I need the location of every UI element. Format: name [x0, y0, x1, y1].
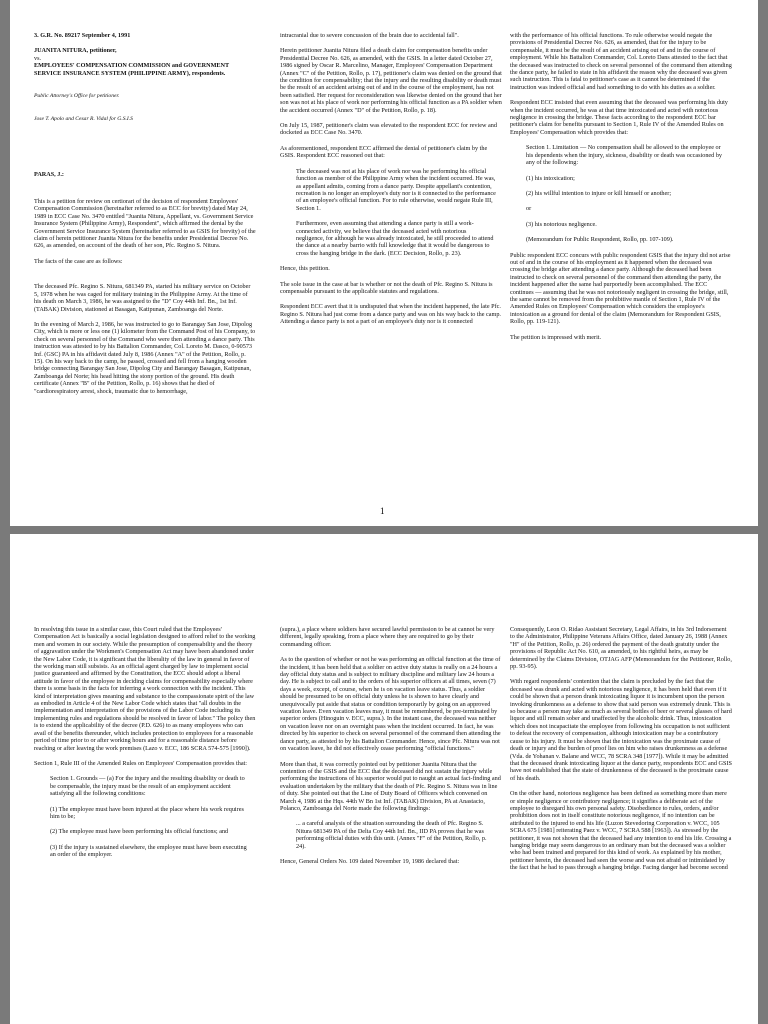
paragraph: On July 15, 1987, petitioner's claim was elevated to the respondent ECC for review and docketed as ECC Case No. 3470. [280, 122, 497, 137]
list-item: or [526, 205, 532, 213]
page2-column-2 [280, 626, 502, 873]
page2-column-3 [510, 626, 732, 880]
paragraph: Hence, this petition. [280, 265, 330, 273]
paragraph: Respondent ECC avert that it is undisputed that when the incident happened, the late Pfc. Regino S. Nitura had just come from a dance party and was on his way back to the camp. Attending a dance party is not a part of an employee's duty nor is it connected [280, 303, 501, 326]
list-item: (3) his notorious negligence. [526, 220, 597, 228]
versus: vs. [34, 54, 42, 62]
page1-column-3 [510, 32, 732, 349]
paragraph: The sole issue in the case at bar is whether or not the death of Pfc. Regino S. Nitura is compensable pursuant to the applicable statutes and regulations. [280, 280, 493, 295]
paragraph: The deceased Pfc. Regino S. Nitura, 681349 PA, started his military service on October 5, 1978 when he was caged for military training in the Philippine Army. At the time of his death on March 3, 1986, he was assigned to the "D" Coy 44th Inf. Bn., 1st Inf. (TABAK) Division, stationed at Basagan, Katipunan, Zamboanga del Norte. [34, 283, 251, 313]
paragraph: As to the question of whether or not he was performing an official function at the time of the incident, it has been held that a soldier on active duty status is really on a 24 hours a day official duty status and is subject to military discipline and military law 24 hours a day. He is subject to call and to the orders of his superior officers at all times, seven (7) days a week, except, of course, when he is on vacation leave status. Thus, a soldier should be presumed to be on official duty unless he is shown to have clearly and unequivocally put aside that status or condition temporarily by going on an approved vacation leave. Even vacation leaves may, it must be remembered, be pre-terminated by superior orders (Hinoguin v. ECC, supra.). In the instant case, the deceased was neither on vacation leave nor on an overnight pass when the incident occurred. In fact, he was directed by his superior to check on several personnel of the command then attending the dance party, as attested to by his Battalion Commander. Hence, since Pfc. Nitura was not on vacation leave, he did not effectively cease performing "official functions." [280, 656, 501, 753]
page1-column-1 [34, 32, 256, 403]
paragraph: intracranial due to severe concussion of the brain due to accidental fall". [280, 32, 459, 39]
case-number: 3. G.R. No. 89217 September 4, 1991 [34, 32, 131, 39]
counsel-petitioner: Public Attorney's Office for petitioner. [34, 93, 120, 100]
list-item: (2) The employee must have been performing his official functions; and [50, 828, 229, 836]
counsel-gsis: Jose T. Apolo and Cesar R. Vidal for G.S.I.S [34, 115, 133, 122]
paragraph: Section 1, Rule III of the Amended Rules on Employees' Compensation provides that: [34, 759, 247, 767]
block-quote: Section 1. Grounds — (a) For the injury and the resulting disability or death to be compensable, the injury must be the result of an employment accident satisfying all the following conditions: [50, 775, 245, 798]
block-quote: The deceased was not at his place of work nor was he performing his official function as member of the Philippine Army when the incident occurred. He was, as appellant admits, coming from a dance party. Despite appellant's contention, recreation is no longer an employee's duty nor is it connected to the performance of an employee's official function. For to rule otherwise, would negate Rule III, Section 1. [296, 167, 496, 212]
petitioner-name: JUANITA NITURA, petitioner, [34, 47, 117, 55]
paragraph: This is a petition for review on certiorari of the decision of respondent Employees' Compensation Commission (hereinafter referred to as ECC for brevity) dated May 24, 1989 in ECC Case No. 3470 entitled "Juanita Nitura, Appellant, vs. Government Service Insurance System (Philippine Army), Respondent", which affirmed the denial by the Government Service Insurance System (hereinafter referred to as GSIS for brevity) of the claim of herein petitioner Juanita Nitura for the benefits under Presidential Decree No. 626, as amended, on account of the death of her son, Pfc. Regino S. Nitura. [34, 198, 256, 250]
list-item: (1) The employee must have been injured at the place where his work requires him to be; [50, 805, 244, 820]
block-quote: Section 1. Limitation — No compensation shall be allowed to the employee or his dependents when the injury, sickness, disability or death was occasioned by any of the following: [526, 144, 723, 167]
paragraph: As aforementioned, respondent ECC affirmed the denial of petitioner's claim by the GSIS. Respondent ECC reasoned out that: [280, 144, 488, 160]
paragraph: (supra.), a place where soldiers have secured lawful permission to be at cannot be very different, legally speaking, from a place where they are required to go by their commanding officer. [280, 626, 495, 648]
ponente: PARAS, J.: [34, 170, 64, 178]
paragraph: Herein petitioner Juanita Nitura filed a death claim for compensation benefits under Presidential Decree No. 626, as amended, with the GSIS. In a letter dated October 27, 1986 signed by Oscar R. Marcelino, Manager, Employees' Compensation Department (Annex "C" of the Petition, Rollo, p. 17), petitioner's claim was denied on the ground that the condition for compensability; that the injury and the resulting disability or death must be the result of an accident arising out of and in the course of the employment, has not been satisfied. Her request for reconsideration was likewise denied on the ground that her son was not at his place of work nor performing his official function as a PA soldier when the accident occurred (Annex "D" of the Petition, Rollo, p. 18). [280, 47, 502, 114]
document-page-1 [10, 0, 758, 526]
paragraph: In the evening of March 2, 1986, he was instructed to go to Barangay San Jose, Dipolog City, which is more or less one (1) kilometer from the Command Post of his Company, to check on several personnel of the Command who were then attending a dance party. This instruction was attested to by his Battalion Commander, Col. Loreto M. Dasco, 0-90573 Inf. (GSC) PA in his affidavit dated July 8, 1986 (Annex "A" of the Petition, Rollo, p. 15). On his way back to the camp, he passed, crossed and fell from a hanging wooden bridge connecting Barangay San Jose, Dipolog City and Barangay Basagan, Katipunan, Zamboanga del Norte; his head hitting the stony portion of the ground. His death certificate (Annex "B" of the Petition, Rollo, p. 16) shows that he died of "cardiorespiratory arrest, shock, traumatic due to hemorrhage, [34, 320, 256, 395]
paragraph: On the other hand, notorious negligence has been defined as something more than mere or simple negligence or contributory negligence; it signifies a deliberate act of the employee to disregard his own personal safety. Disobedience to rules, orders, and/or prohibition does not in itself constitute notorious negligence, if no intention can be attributed to the injured to end his life (Luzon Stevedoring Corporation v. WCC, 105 SCRA 675 [1981] reiterating Paez v. WCC, 7 SCRA 588 [1963]). As stressed by the petitioner, it was not shown that the deceased had any intention to end his life. Crossing a hanging bridge may seem dangerous to an ordinary man but the deceased was a soldier who had been trained and prepared for this kind of work. As explained by his mother, petitioner herein, the deceased had seen the worse and was not afraid or intimidated by the fact that he had to pass through a hanging bridge. Facing danger had become second [510, 790, 732, 872]
paragraph: with the performance of his official functions. To rule otherwise would negate the provisions of Presidential Decree No. 626, as amended, that for the injury to be compensable, it must be the result of an accident arising out of and in the course of employment. While his Battalion Commander, Col. Loreto Dans attested to the fact that the deceased was instructed to check on several personnel of the command then attending the dance party, he failed to state in his affidavit the reason why the deceased was given such instruction. This is fatal to petitioner's case as it cannot be determined if the instruction was indeed official and had something to do with his duties as a soldier. [510, 32, 732, 91]
paragraph: Public respondent ECC concurs with public respondent GSIS that the injury did not arise out of and in the course of his employment as it happened when the deceased was crossing the bridge after attending a dance party. Although the deceased had been instructed to check on several personnel of the command then attending the party, the incident happened after the same had purportedly been accomplished. The ECC continues — assuming that he was not notoriously negligent in crossing the bridge, still, the same cannot be removed from the prohibitive mantle of Section 1, Rule IV of the Amended Rules on Employees' Compensation which considers the employee's intoxication as a ground for denial of the claim (Memorandum for Respondent GSIS, Rollo, pp. 119-121). [510, 251, 731, 326]
document-page-2 [10, 534, 758, 1024]
page-number: 1 [380, 506, 385, 516]
block-quote: Furthermore, even assuming that attending a dance party is still a work-connected activity, we believe that the deceased acted with notorious negligence, for although he was already intoxicated, he still proceeded to attend the dance at a nearby barrio with full knowledge that it would be dangerous to cross the hanging bridge in the dark. (ECC Decision, Rollo, p. 23). [296, 220, 494, 257]
paragraph: In resolving this issue in a similar case, this Court ruled that the Employees' Compensation Act is basically a social legislation designed to afford relief to the working men and women in our society. While the presumption of compensability and the theory of aggravation under the Workmen's Compensation Act may have been abandoned under the New Labor Code, it is significant that the liberality of the law in general in favor of the working man still subsists. As an official agent charged by law to implement social justice guaranteed and affirmed by the Constitution, the ECC should adopt a liberal attitude in favor of the employee in deciding claims for compensability especially where there is some basis in the facts for inferring a work connection with the incident. This kind of interpretation gives meaning and substance to the compassionate spirit of the law as embodied in Article 4 of the New Labor Code which states that "all doubts in the implementation and interpretation of the provisions of the Labor Code including its implementing rules and regulations should be resolved in favor of labor." The policy then is to extend the applicability of the decree (P.D. 626) to as many employees who can avail of the benefits thereunder, which includes protection to employees for a reasonable period of time prior to or after working hours and for a reasonable distance before reaching or after leaving the work premises (Lazo v. ECC, 186 SCRA 574-575 [1990]). [34, 626, 256, 752]
page1-column-2 [280, 32, 502, 334]
list-item: (1) his intoxication; [526, 174, 575, 182]
page2-column-1 [34, 626, 256, 867]
paragraph: Consequently, Leon O. Ridao Assistant Secretary, Legal Affairs, in his 3rd Indorsement to the Administrator, Philippine Veterans Affairs Office, dated January 26, 1988 (Annex "H" of the Petition, Rollo, p. 26) ordered the payment of the death gratuity under the provisions of Republic Act No. 610, as amended, to his rightful heirs, as may be determined by the Claims Division, OTJAG AFP (Memorandum for the Petitioner, Rollo, pp. 93-95). [510, 626, 732, 671]
paragraph: Respondent ECC insisted that even assuming that the deceased was performing his duty when the incident occurred, he was at that time intoxicated and acted with notorious negligence in crossing the bridge. These facts according to the respondent ECC bar petitioner's claim for benefits pursuant to Section 1, Rule IV of the Amended Rules on Employees' Compensation which provides that: [510, 99, 728, 136]
block-quote: ... a careful analysis of the situation surrounding the death of Pfc. Regino S. Nitura 681349 PA of the Delta Coy 44th Inf. Bn., IID PA proves that he was performing official duties with this unit. (Annex "F" of the Petition, Rollo, p. 24). [296, 820, 487, 850]
list-item: (3) If the injury is sustained elsewhere, the employee must have been executing an order of the employer. [50, 843, 247, 859]
citation: (Memorandum for Public Respondent, Rollo, pp. 107-109). [526, 236, 674, 244]
paragraph: Hence, General Orders No. 109 dated November 19, 1986 declared that: [280, 857, 460, 865]
list-item: (2) his willful intention to injure or kill himself or another; [526, 189, 672, 197]
paragraph: More than that, it was correctly pointed out by petitioner Juanita Nitura that the contention of the GSIS and the ECC that the deceased did not sustain the injury while performing the instructions of his superior would put to naught an actual fact-finding and evaluation undertaken by the military that the death of Pfc. Regino S. Nitura was in line of duty. She pointed out that the Line of Duty Board of Officers which convened on March 4, 1986 at the Hqs. 44th W Bn 1st Inf. (TABAK) Division, PA at Anastacio, Polanco, Zamboanga del Norte made the following findings: [280, 760, 501, 812]
paragraph: The facts of the case are as follows: [34, 257, 123, 265]
paragraph: The petition is impressed with merit. [510, 333, 602, 341]
respondents: EMPLOYEES' COMPENSATION COMMISSION and GOVERNMENT SERVICE INSURANCE SYSTEM (PHILIPPINE ARMY), respondents. [34, 62, 230, 77]
paragraph: With regard respondents' contention that the claim is precluded by the fact that the deceased was drunk and acted with notorious negligence, it has been held that even if it could be shown that a person drank intoxicating liquor it is incumbent upon the person invoking drunkenness as a defense to show that said person was extremely drunk. This is so because a person may take as much as several bottles of beer or several glasses of hard liquor and still remain sober and unaffected by the alcoholic drink. Thus, intoxication which does not incapacitate the employee from following his occupation is not sufficient to defeat the recovery of compensation, although intoxication may be a contributory cause to his injury. It must be shown that the intoxication was the proximate cause of death or injury and the burden of proof lies on him who raises drunkenness as a defense (Vda. de Yohanan v. Balane and WCC, 78 SCRA 348 [1977]). While it may be admitted that the deceased drank intoxicating liquor at the dance party, respondents ECC and GSIS have not established that the state of drunkenness of the deceased is the proximate cause of his death. [510, 678, 732, 782]
